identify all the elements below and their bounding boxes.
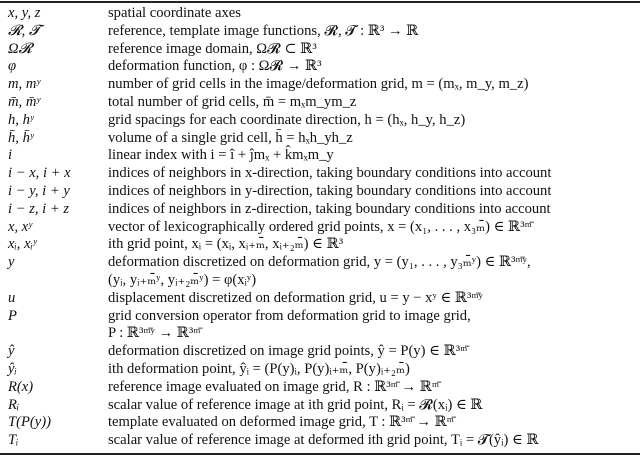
description <box>108 397 640 415</box>
description-line: deformation discretized on deformation grid, y = (y₁, . . . , y₃ₘ̄ʸ) ∈ ℝ³ᵐ̄ʸ, <box>108 254 531 271</box>
symbol: R(x) <box>8 378 34 395</box>
description <box>108 201 640 219</box>
description <box>108 41 640 59</box>
description-line: template evaluated on deformed image grid, T : ℝ³ᵐ̄ → ℝᵐ̄ <box>108 414 454 431</box>
notation-row <box>0 130 640 148</box>
description <box>108 165 640 183</box>
symbol: h̄, h̄ʸ <box>8 129 34 146</box>
description-line: reference image domain, Ω𝓡 ⊂ ℝ³ <box>108 40 317 57</box>
notation-row <box>0 94 640 112</box>
notation-row <box>0 219 640 237</box>
description-line: grid conversion operator from deformation grid to image grid, <box>108 307 471 324</box>
notation-row <box>0 361 640 379</box>
description <box>108 58 640 76</box>
description-line: volume of a single grid cell, h̄ = hₓh_yh_z <box>108 129 353 146</box>
notation-table <box>0 5 640 450</box>
description-line: displacement discretized on deformation grid, u = y − xʸ ∈ ℝ³ᵐ̄ʸ <box>108 289 483 306</box>
description-line: indices of neighbors in x-direction, taking boundary conditions into account <box>108 165 552 182</box>
description <box>108 5 640 23</box>
symbol: Rᵢ <box>8 396 20 413</box>
notation-row <box>0 41 640 59</box>
notation-row <box>0 308 640 344</box>
description <box>108 76 640 94</box>
symbol: T(P(y)) <box>8 414 51 431</box>
symbol: u <box>8 289 16 306</box>
symbol: i − x, i + x <box>8 165 71 182</box>
description <box>108 112 640 130</box>
description-line: grid spacings for each coordinate direction, h = (hₓ, h_y, h_z) <box>108 111 466 128</box>
description-line: spatial coordinate axes <box>108 5 241 21</box>
description <box>108 147 640 165</box>
notation-row <box>0 76 640 94</box>
description <box>108 343 640 361</box>
description-line: deformation discretized on image grid points, ŷ = P(y) ∈ ℝ³ᵐ̄ <box>108 343 468 360</box>
description-line: P : ℝ³ᵐ̄ʸ → ℝ³ᵐ̄ <box>108 325 201 342</box>
description <box>108 361 640 379</box>
notation-row <box>0 290 640 308</box>
description <box>108 432 640 450</box>
notation-row <box>0 201 640 219</box>
description-line: scalar value of reference image at deformed ith grid point, Tᵢ = 𝓣(ŷᵢ) ∈ ℝ <box>108 432 539 449</box>
notation-row <box>0 379 640 397</box>
symbol: ŷ <box>8 343 15 360</box>
description-line: ith deformation point, ŷᵢ = (P(y)ᵢ, P(y)ᵢ₊ₘ̄, P(y)ᵢ₊₂ₘ̄) <box>108 360 410 377</box>
symbol: i <box>8 147 13 164</box>
symbol: φ <box>8 58 17 75</box>
description-line: indices of neighbors in z-direction, taking boundary conditions into account <box>108 200 551 217</box>
symbol: m, mʸ <box>8 76 41 93</box>
description-line: ith grid point, xᵢ = (xᵢ, xᵢ₊ₘ̄, xᵢ₊₂ₘ̄) ∈ ℝ³ <box>108 236 344 253</box>
notation-row <box>0 165 640 183</box>
symbol: x, y, z <box>8 5 41 21</box>
notation-row <box>0 343 640 361</box>
description <box>108 23 640 41</box>
symbol: h, hʸ <box>8 111 34 128</box>
symbol: i − z, i + z <box>8 200 70 217</box>
description-line: linear index with i = î + ĵmₓ + k̂mₓm_y <box>108 147 334 164</box>
description <box>108 219 640 237</box>
notation-row <box>0 254 640 290</box>
description <box>108 236 640 254</box>
description <box>108 379 640 397</box>
description <box>108 254 640 290</box>
description <box>108 94 640 112</box>
bottom-rule <box>0 453 640 455</box>
symbol: y <box>8 254 15 271</box>
symbol: Ω𝓡 <box>8 40 33 57</box>
top-rule <box>0 1 640 3</box>
description-line: total number of grid cells, m̄ = mₓm_ym_z <box>108 93 357 110</box>
description-line: deformation function, φ : Ω𝓡 → ℝ³ <box>108 58 322 75</box>
notation-row <box>0 183 640 201</box>
notation-row <box>0 58 640 76</box>
description-line: indices of neighbors in y-direction, taking boundary conditions into account <box>108 182 552 199</box>
description <box>108 414 640 432</box>
symbol: P <box>8 307 17 324</box>
description-line: scalar value of reference image at ith grid point, Rᵢ = 𝓡(xᵢ) ∈ ℝ <box>108 396 483 413</box>
description-line: vector of lexicographically ordered grid points, x = (x₁, . . . , x₃ₘ̄) ∈ ℝ³ᵐ̄ <box>108 218 532 235</box>
symbol: xᵢ, xᵢʸ <box>8 236 37 253</box>
description <box>108 130 640 148</box>
symbol: ŷᵢ <box>8 360 17 377</box>
notation-row <box>0 397 640 415</box>
notation-row <box>0 112 640 130</box>
description-line: number of grid cells in the image/deformation grid, m = (mₓ, m_y, m_z) <box>108 76 529 93</box>
symbol: i − y, i + y <box>8 182 70 199</box>
description-line: reference, template image functions, 𝓡, 𝓣 : ℝ³ → ℝ <box>108 22 419 39</box>
symbol: x, xʸ <box>8 218 32 235</box>
notation-row <box>0 5 640 23</box>
description-line: (yᵢ, yᵢ₊ₘ̄ʸ, yᵢ₊₂ₘ̄ʸ) = φ(xᵢʸ) <box>108 271 257 288</box>
notation-row <box>0 432 640 450</box>
description-line: reference image evaluated on image grid, R : ℝ³ᵐ̄ → ℝᵐ̄ <box>108 378 440 395</box>
notation-row <box>0 147 640 165</box>
symbol: 𝓡, 𝓣 <box>8 22 41 39</box>
notation-row <box>0 23 640 41</box>
notation-row <box>0 236 640 254</box>
description <box>108 290 640 308</box>
description <box>108 308 640 344</box>
notation-row <box>0 414 640 432</box>
symbol: Tᵢ <box>8 432 19 449</box>
description <box>108 183 640 201</box>
symbol: m̄, m̄ʸ <box>8 93 41 110</box>
